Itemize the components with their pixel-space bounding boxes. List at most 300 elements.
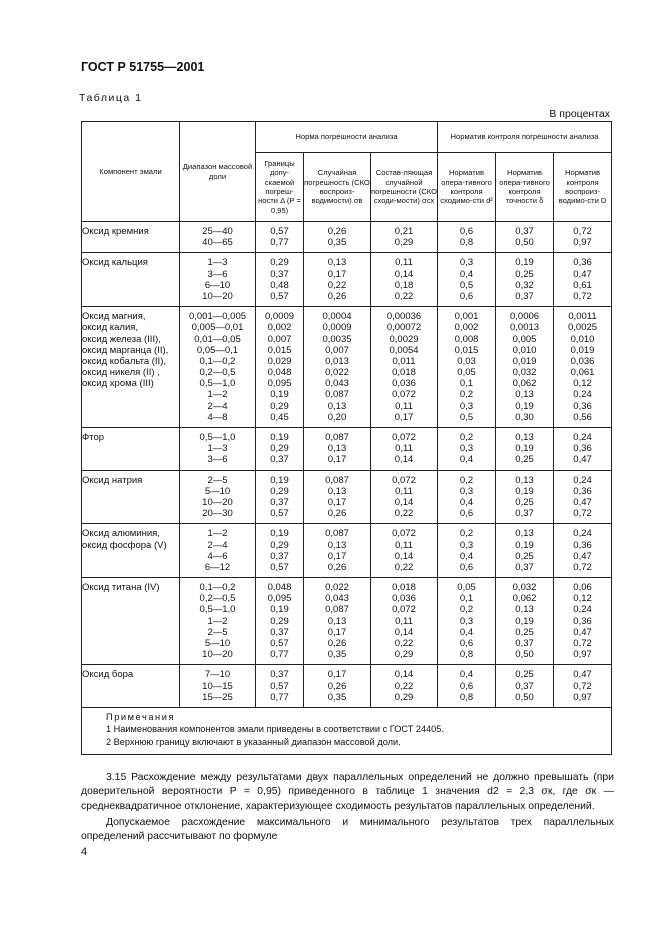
value-cell-c6 [554,578,612,665]
cell-value: 0,18 [394,279,414,291]
value-cell-c3 [371,470,438,524]
value-cell-c4 [438,253,496,307]
value-cell-c2 [304,524,371,578]
cell-value: 0,087 [325,604,349,616]
range-value: 25—40 [202,226,233,237]
cell-value: 0,087 [325,389,349,401]
cell-value: 0,37 [270,454,289,466]
component-name: Оксид алюминия, [82,528,160,540]
table-notes [82,707,612,755]
range-value: 0,5—1,0 [199,604,236,616]
range-cell [180,578,256,665]
value-cell-c5 [496,524,554,578]
value-cell-c5 [496,470,554,524]
range-value: 0,5—1,0 [199,378,236,390]
cell-value: 0,13 [515,604,534,616]
cell-value: 0,010 [570,333,595,345]
cell-value: 0,022 [325,582,349,594]
value-cell-c2 [304,665,371,708]
document-header: ГОСТ Р 51755—2001 [81,60,205,74]
cell-value: 0,11 [395,400,413,412]
cell-value: 0,57 [270,290,289,302]
header-c4: Норматив опера-тивного контроля сходимо-сти d² [438,153,496,222]
cell-value: 0,47 [573,626,592,638]
cell-value: 0,50 [515,237,534,249]
cell-value: 0,14 [394,669,414,681]
value-cell-c3 [371,253,438,307]
cell-value: 0,30 [515,411,534,423]
table-row [82,470,612,524]
cell-value: 0,072 [392,474,416,486]
value-cell-c3 [371,307,438,428]
header-c1: Границы допу-скаемой погреш-ности Δ (P = 0,95) [256,153,304,222]
range-value: 4—8 [207,411,228,423]
value-cell-c4 [438,578,496,665]
range-cell [180,665,256,708]
cell-value: 0,3 [459,539,474,551]
cell-value: 0,13 [515,474,534,486]
range-value: 10—20 [202,649,233,661]
cell-value: 0,21 [394,226,414,237]
cell-value: 0,12 [573,593,592,605]
cell-value: 0,29 [270,400,289,412]
cell-value: 0,13 [515,528,534,540]
cell-value: 0,048 [267,582,292,594]
cell-value: 0,19 [515,539,534,551]
cell-value: 0,19 [270,528,289,540]
cell-value: 0,50 [515,649,534,661]
cell-value: 0,37 [515,561,534,573]
cell-value: 0,0054 [389,344,419,356]
value-cell-c3 [371,665,438,708]
cell-value: 0,22 [394,561,414,573]
range-value: 0,05—0,1 [196,344,239,356]
cell-value: 0,036 [392,593,416,605]
cell-value: 0,97 [573,237,592,249]
range-value: 10—15 [202,680,233,692]
cell-value: 0,17 [394,411,414,423]
cell-value: 0,3 [459,400,474,412]
cell-value: 0,29 [270,615,289,627]
cell-value: 0,4 [459,626,474,638]
cell-value: 0,015 [267,344,292,356]
component-cell [82,578,180,665]
value-cell-c4 [438,524,496,578]
cell-value: 0,47 [573,268,592,280]
cell-value: 0,37 [270,496,289,508]
value-cell-c5 [496,428,554,471]
cell-value: 0,6 [459,680,474,692]
cell-value: 0,29 [394,237,414,249]
cell-value: 0,11 [395,443,413,455]
cell-value: 0,25 [515,454,534,466]
cell-value: 0,97 [573,691,592,703]
component-cell [82,470,180,524]
cell-value: 0,45 [270,411,289,423]
range-value: 0,001—0,005 [188,311,247,323]
cell-value: 0,36 [573,257,592,269]
cell-value: 0,0025 [568,322,598,334]
component-cell [82,253,180,307]
component-name: Фтор [82,432,105,443]
cell-value: 0,72 [573,680,592,692]
cell-value: 0,29 [394,691,414,703]
header-c2: Случайная погрешность (СКО воспроиз-водимости) σв [304,153,371,222]
value-cell-c2 [304,428,371,471]
cell-value: 0,26 [327,680,347,692]
range-cell [180,222,256,253]
cell-value: 0,47 [573,550,592,562]
range-value: 2—5 [207,626,228,638]
cell-value: 0,29 [270,257,289,269]
header-norm-group: Норма погрешности анализа [256,122,438,153]
cell-value: 0,37 [270,626,289,638]
value-cell-c1 [256,307,304,428]
cell-value: 0,29 [270,443,289,455]
cell-value: 0,13 [327,615,347,627]
cell-value: 0,22 [394,508,414,520]
cell-value: 0,37 [270,550,289,562]
cell-value: 0,048 [267,367,292,379]
component-cell [82,524,180,578]
table-row [82,222,612,253]
cell-value: 0,19 [515,443,534,455]
value-cell-c4 [438,665,496,708]
cell-value: 0,0013 [510,322,540,334]
cell-value: 0,0035 [322,333,352,345]
cell-value: 0,19 [515,615,534,627]
table-body [82,222,612,708]
value-cell-c5 [496,222,554,253]
value-cell-c2 [304,578,371,665]
cell-value: 0,036 [392,378,416,390]
value-cell-c4 [438,222,496,253]
range-value: 10—20 [202,290,233,302]
cell-value: 0,0009 [264,311,295,323]
note-item: 2 Верхнюю границу включают в указанный диапазон массовой доли. [106,736,401,747]
value-cell-c6 [554,222,612,253]
range-value: 3—6 [207,268,228,280]
component-cell [82,665,180,708]
cell-value: 0,11 [395,485,413,497]
page-number: 4 [81,846,88,858]
cell-value: 0,47 [573,669,592,681]
cell-value: 0,00036 [386,311,422,323]
value-cell-c6 [554,253,612,307]
component-name: оксид железа (III), [82,333,161,345]
range-value: 0,1—0,2 [199,582,236,594]
cell-value: 0,5 [459,411,474,423]
cell-value: 0,007 [325,344,349,356]
value-cell-c3 [371,428,438,471]
range-value: 0,5—1,0 [199,432,236,443]
range-cell [180,470,256,524]
cell-value: 0,47 [573,496,592,508]
value-cell-c6 [554,665,612,708]
value-cell-c4 [438,428,496,471]
cell-value: 0,36 [573,400,592,412]
cell-value: 0,35 [327,237,347,249]
cell-value: 0,26 [327,508,347,520]
cell-value: 0,19 [515,400,534,412]
cell-value: 0,25 [515,268,534,280]
value-cell-c5 [496,578,554,665]
cell-value: 0,2 [459,432,474,443]
cell-value: 0,26 [327,290,347,302]
range-value: 6—10 [204,279,231,291]
cell-value: 0,19 [270,474,289,486]
value-cell-c1 [256,524,304,578]
cell-value: 0,4 [459,496,474,508]
range-value: 1—2 [207,615,228,627]
cell-value: 0,008 [454,333,479,345]
cell-value: 0,007 [267,333,292,345]
cell-value: 0,3 [459,485,474,497]
value-cell-c3 [371,222,438,253]
cell-value: 0,001 [454,311,479,323]
cell-value: 0,8 [459,237,474,249]
cell-value: 0,17 [327,454,347,466]
cell-value: 0,029 [267,355,292,367]
unit-note: В процентах [549,108,610,120]
component-name: Оксид магния, [82,311,146,323]
cell-value: 0,13 [515,432,534,443]
cell-value: 0,018 [392,367,416,379]
cell-value: 0,25 [515,669,534,681]
cell-value: 0,19 [270,604,289,616]
cell-value: 0,5 [459,279,474,291]
value-cell-c6 [554,307,612,428]
header-c3: Состав-ляющая случайной погрешности (СКО сходи-мости) σсх [371,153,438,222]
cell-value: 0,022 [325,367,349,379]
range-cell [180,428,256,471]
cell-value: 0,13 [515,389,534,401]
cell-value: 0,25 [515,496,534,508]
cell-value: 0,14 [394,454,414,466]
cell-value: 0,2 [459,474,474,486]
cell-value: 0,19 [270,432,289,443]
cell-value: 0,22 [394,680,414,692]
cell-value: 0,17 [327,626,347,638]
cell-value: 0,2 [459,604,474,616]
cell-value: 0,11 [395,539,413,551]
cell-value: 0,72 [573,638,592,649]
cell-value: 0,17 [327,496,347,508]
cell-value: 0,19 [515,485,534,497]
error-norms-table [81,121,612,755]
cell-value: 0,14 [394,268,414,280]
cell-value: 0,77 [270,691,289,703]
cell-value: 0,50 [515,691,534,703]
cell-value: 0,015 [454,344,479,356]
range-value: 3—6 [207,454,228,466]
cell-value: 0,12 [573,378,592,390]
cell-value: 0,019 [512,355,537,367]
cell-value: 0,19 [515,257,534,269]
cell-value: 0,22 [327,279,347,291]
cell-value: 0,47 [573,454,592,466]
component-name: оксид хрома (III) [82,378,154,390]
value-cell-c1 [256,665,304,708]
table-row [82,307,612,428]
table-row [82,253,612,307]
cell-value: 0,11 [395,257,413,269]
value-cell-c5 [496,253,554,307]
value-cell-c5 [496,665,554,708]
component-name: оксид никеля (II) , [82,367,160,379]
cell-value: 0,002 [454,322,479,334]
value-cell-c2 [304,470,371,524]
cell-value: 0,087 [325,528,349,540]
range-value: 10—20 [202,496,233,508]
range-cell [180,524,256,578]
cell-value: 0,29 [270,539,289,551]
range-value: 6—12 [204,561,231,573]
cell-value: 0,072 [392,528,416,540]
range-value: 2—5 [207,474,228,486]
cell-value: 0,6 [459,638,474,649]
cell-value: 0,6 [459,561,474,573]
range-value: 0,2—0,5 [199,367,236,379]
cell-value: 0,2 [459,528,474,540]
cell-value: 0,0011 [568,311,597,323]
cell-value: 0,6 [459,226,474,237]
value-cell-c1 [256,428,304,471]
cell-value: 0,011 [392,355,416,367]
cell-value: 0,005 [512,333,537,345]
cell-value: 0,13 [327,485,347,497]
cell-value: 0,6 [459,508,474,520]
cell-value: 0,032 [512,582,537,594]
cell-value: 0,48 [270,279,289,291]
cell-value: 0,57 [270,680,289,692]
range-value: 2—4 [207,539,228,551]
cell-value: 0,043 [325,378,349,390]
cell-value: 0,37 [515,290,534,302]
cell-value: 0,36 [573,443,592,455]
cell-value: 0,72 [573,561,592,573]
range-value: 5—10 [204,485,231,497]
cell-value: 0,72 [573,508,592,520]
cell-value: 0,56 [573,411,592,423]
cell-value: 0,4 [459,268,474,280]
cell-value: 0,036 [570,355,595,367]
value-cell-c2 [304,222,371,253]
range-value: 0,005—0,01 [191,322,244,334]
component-name: оксид фосфора (V) [82,539,167,551]
cell-value: 0,35 [327,649,347,661]
range-value: 15—25 [202,691,233,703]
paragraph-3-15: 3.15 Расхождение между результатами двух параллельных определений не должно превышать (при доверительной вероятности P = 0,95) приведенного в таблице 1 значения d2 = 2,3 σк, где σк — среднеквадратичное отклонение, характеризующее сходимость результатов параллельных определений. [81,772,614,812]
header-component: Компонент эмали [82,122,180,222]
cell-value: 0,05 [457,367,476,379]
range-cell [180,253,256,307]
component-name: Оксид кальция [82,257,148,269]
cell-value: 0,57 [270,226,289,237]
cell-value: 0,36 [573,615,592,627]
range-value: 4—6 [207,550,228,562]
cell-value: 0,095 [267,378,292,390]
cell-value: 0,032 [512,367,537,379]
component-name: Оксид бора [82,669,134,681]
value-cell-c6 [554,524,612,578]
cell-value: 0,13 [327,257,347,269]
range-value: 2—4 [207,400,228,412]
cell-value: 0,0004 [322,311,352,323]
cell-value: 0,24 [573,604,592,616]
range-value: 0,1—0,2 [199,355,236,367]
cell-value: 0,72 [573,226,592,237]
cell-value: 0,14 [394,496,414,508]
cell-value: 0,24 [573,432,592,443]
cell-value: 0,37 [515,226,534,237]
cell-value: 0,24 [573,528,592,540]
cell-value: 0,57 [270,508,289,520]
value-cell-c1 [256,253,304,307]
cell-value: 0,0029 [389,333,419,345]
cell-value: 0,29 [394,649,414,661]
header-control-group: Норматив контроля погрешности анализа [438,122,612,153]
cell-value: 0,4 [459,669,474,681]
cell-value: 0,26 [327,638,347,649]
value-cell-c2 [304,253,371,307]
notes-title: Примечания [106,711,176,722]
cell-value: 0,25 [515,626,534,638]
cell-value: 0,14 [394,550,414,562]
range-cell [180,307,256,428]
cell-value: 0,13 [327,443,347,455]
value-cell-c4 [438,470,496,524]
range-value: 1—2 [207,389,228,401]
cell-value: 0,095 [267,593,292,605]
cell-value: 0,37 [515,638,534,649]
cell-value: 0,0009 [322,322,352,334]
cell-value: 0,25 [515,550,534,562]
value-cell-c4 [438,307,496,428]
cell-value: 0,3 [459,257,474,269]
cell-value: 0,06 [573,582,592,594]
paragraph-formula-intro: Допускаемое расхождение максимального и минимального результатов трех параллельных определений рассчитывают по формуле [81,817,614,843]
cell-value: 0,57 [270,638,289,649]
cell-value: 0,072 [392,604,416,616]
value-cell-c1 [256,470,304,524]
value-cell-c1 [256,578,304,665]
cell-value: 0,043 [325,593,349,605]
cell-value: 0,00072 [386,322,422,334]
cell-value: 0,24 [573,389,592,401]
range-value: 1—2 [207,528,228,540]
table-row [82,524,612,578]
value-cell-c1 [256,222,304,253]
cell-value: 0,14 [394,626,414,638]
range-value: 7—10 [204,669,231,681]
cell-value: 0,17 [327,550,347,562]
component-cell [82,428,180,471]
cell-value: 0,4 [459,550,474,562]
cell-value: 0,97 [573,649,592,661]
cell-value: 0,36 [573,539,592,551]
range-value: 0,01—0,05 [194,333,241,345]
cell-value: 0,29 [270,485,289,497]
cell-value: 0,1 [459,593,474,605]
component-name: оксид калия, [82,322,139,334]
table-row [82,665,612,708]
cell-value: 0,05 [457,582,476,594]
cell-value: 0,72 [573,290,592,302]
cell-value: 0,22 [394,638,414,649]
cell-value: 0,17 [327,669,347,681]
cell-value: 0,22 [394,290,414,302]
